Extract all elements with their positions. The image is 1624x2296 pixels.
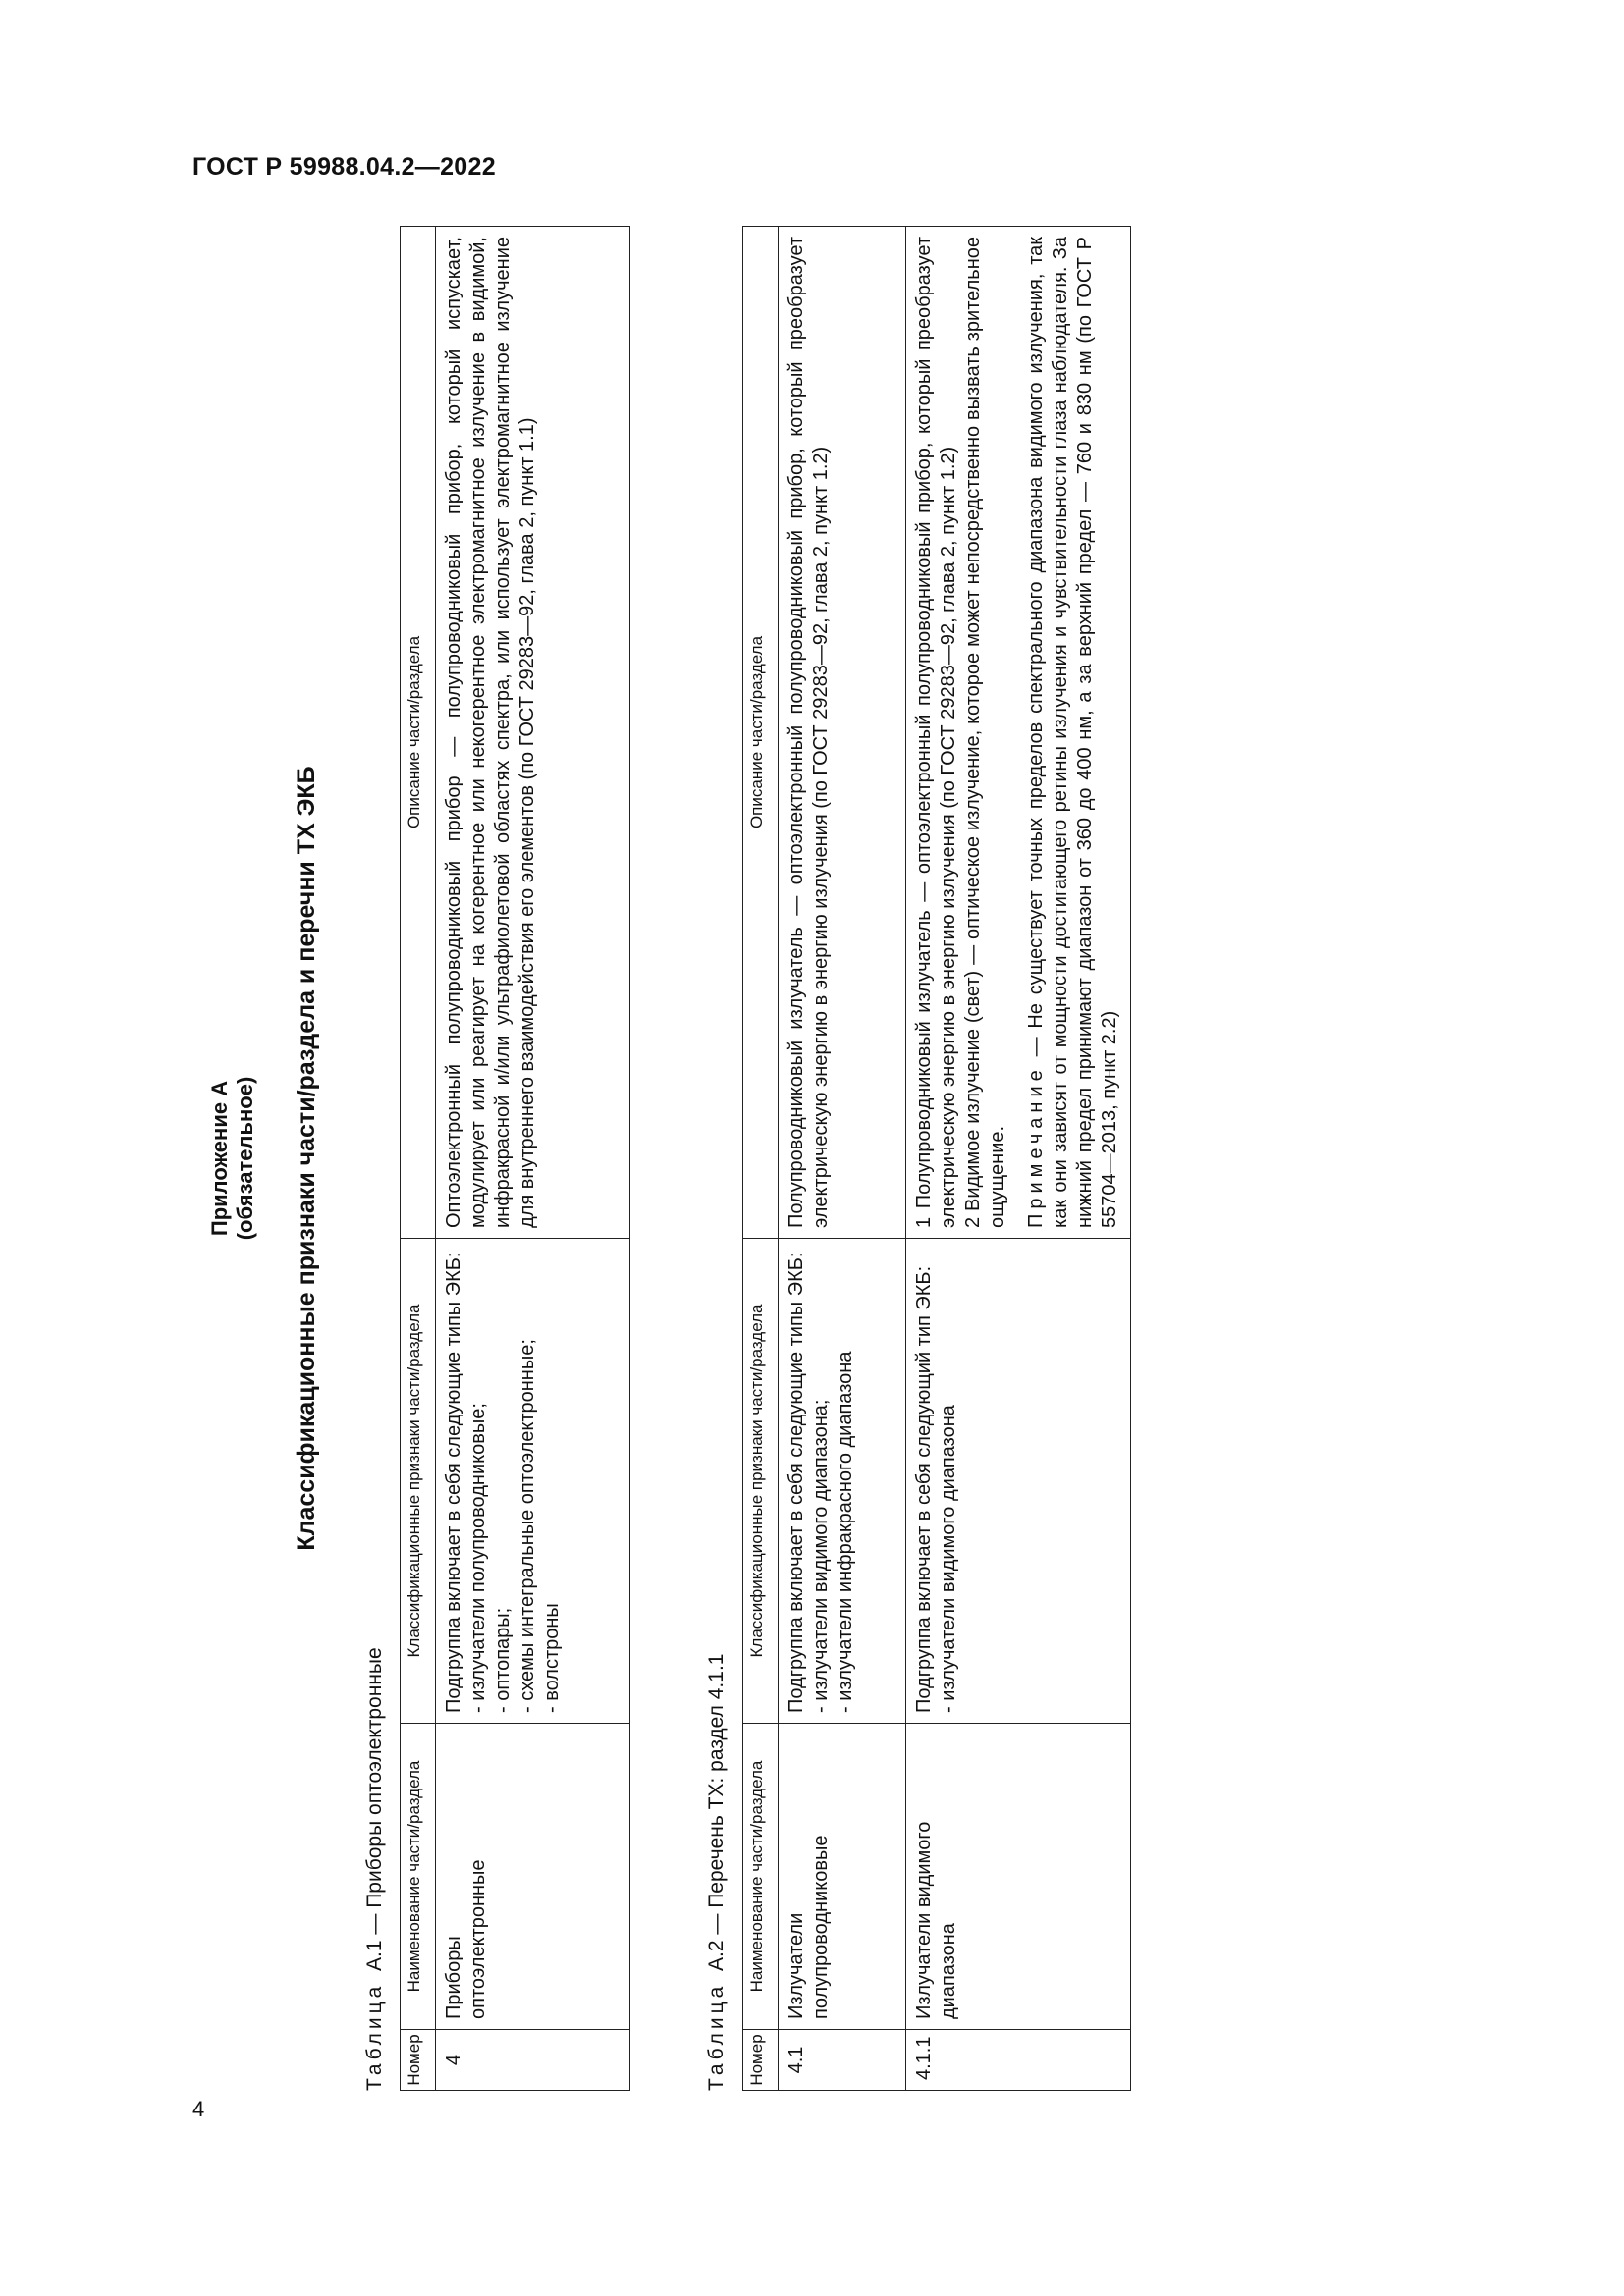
table1 (400, 226, 630, 2091)
row-class-intro: Подгруппа включает в себя следующие типы ЭКБ: (443, 1252, 464, 1713)
table2-header-class: Классификационные признаки части/раздела (743, 1239, 779, 1724)
row-description (906, 227, 1131, 1239)
row-class-intro: Подгруппа включает в себя следующий тип ЭКБ: (913, 1265, 935, 1713)
row-name-line1: Излучатели видимого (913, 1821, 935, 2019)
row-name-line2: диапазона (938, 1923, 959, 2019)
row-name-line2: оптоэлектронные (467, 1859, 489, 2019)
table1-caption-word: Таблица (363, 1982, 386, 2091)
table1-header-class: Классификационные признаки части/раздела (401, 1239, 436, 1724)
row-number: 4.1 (779, 2030, 906, 2091)
table2-caption (705, 1654, 729, 2091)
table1-header-description: Описание части/раздела (401, 227, 436, 1239)
row-name-line2: полупроводниковые (810, 1835, 832, 2019)
table1-header-name: Наименование части/раздела (401, 1724, 436, 2030)
row-note (1024, 237, 1122, 1228)
row-class-item: - излучатели полупроводниковые; (467, 1403, 489, 1713)
table2-header-row (743, 227, 779, 2091)
row-class-item: - излучатели видимого диапазона; (810, 1399, 832, 1713)
document-code: ГОСТ Р 59988.04.2—2022 (192, 153, 496, 181)
row-class-item: - излучатели видимого диапазона (938, 1405, 959, 1713)
table1-header-row (401, 227, 436, 2091)
table2-caption-rest: А.2 — Перечень ТХ: раздел 4.1.1 (705, 1653, 728, 1971)
row-class-item: - излучатели инфракрасного диапазона (835, 1351, 856, 1713)
page-number: 4 (192, 2097, 205, 2121)
row-class (779, 1239, 906, 1724)
row-name-line1: Приборы (443, 1936, 464, 2019)
table1-caption (363, 1647, 387, 2091)
table1-header-number: Номер (401, 2030, 436, 2091)
annex-title: Приложение А (207, 1080, 232, 1237)
row-class-item: - оптопары; (492, 1607, 514, 1713)
table-row (436, 227, 630, 2091)
annex-heading: Классификационные признаки части/раздела и перечни ТХ ЭКБ (293, 766, 320, 1551)
row-name (906, 1724, 1131, 2030)
row-description-p2: 2 Видимое излучение (свет) — оптическое излучение, которое может непосредственно вызвать зрительное ощущение. (962, 237, 1008, 1228)
row-class (906, 1239, 1131, 1724)
table-row (906, 227, 1131, 2091)
rotated-content (187, 226, 1267, 2091)
row-class-item: - волстроны (541, 1603, 563, 1713)
row-class-intro: Подгруппа включает в себя следующие типы ЭКБ: (785, 1252, 807, 1713)
row-description: Полупроводниковый излучатель — оптоэлектронный полупроводниковый прибор, который преобразует электрическую энергию в энергию излучения (по ГОСТ 29283—92, глава 2, пункт 1.2) (779, 227, 906, 1239)
table2-header-name: Наименование части/раздела (743, 1724, 779, 2030)
table1-caption-rest: А.1 — Приборы оптоэлектронные (363, 1647, 386, 1971)
table2-header-number: Номер (743, 2030, 779, 2091)
table-row (779, 227, 906, 2091)
row-name (436, 1724, 630, 2030)
row-number: 4.1.1 (906, 2030, 1131, 2091)
row-class (436, 1239, 630, 1724)
row-note-label: Примечание (1025, 1065, 1047, 1228)
row-class-item: - схемы интегральные оптоэлектронные; (516, 1339, 538, 1713)
row-note-text: — Не существует точных пределов спектрального диапазона видимого излучения, так как они зависят от мощности достигающего ретины излучения и чувствительности глаза наблюдателя. За нижний предел принимают диапазон от 360 до 400 нм, а за верхний предел — 760 и 830 нм (по ГОСТ Р 55704—2013, пункт 2.2) (1025, 237, 1120, 1228)
row-description-p1: 1 Полупроводниковый излучатель — оптоэлектронный полупроводниковый прибор, который преобразует электрическую энергию в энергию излучения (по ГОСТ 29283—92, глава 2, пункт 1.2) (913, 237, 959, 1228)
annex-status: (обязательное) (233, 1076, 257, 1241)
table2 (742, 226, 1131, 2091)
table2-header-description: Описание части/раздела (743, 227, 779, 1239)
row-name (779, 1724, 906, 2030)
row-name-line1: Излучатели (785, 1912, 807, 2019)
row-description: Оптоэлектронный полупроводниковый прибор — полупроводниковый прибор, который испускает, модулирует или реагирует на когерентное или некогерентное электромагнитное излучение в видимой, инфракрасной и/или ультрафиолетовой областях спектра, или использует электромагнитное излучение для внутреннего взаимодействия его элементов (по ГОСТ 29283—92, глава 2, пункт 1.1) (436, 227, 630, 1239)
row-number: 4 (436, 2030, 630, 2091)
table2-caption-word: Таблица (705, 1982, 728, 2091)
